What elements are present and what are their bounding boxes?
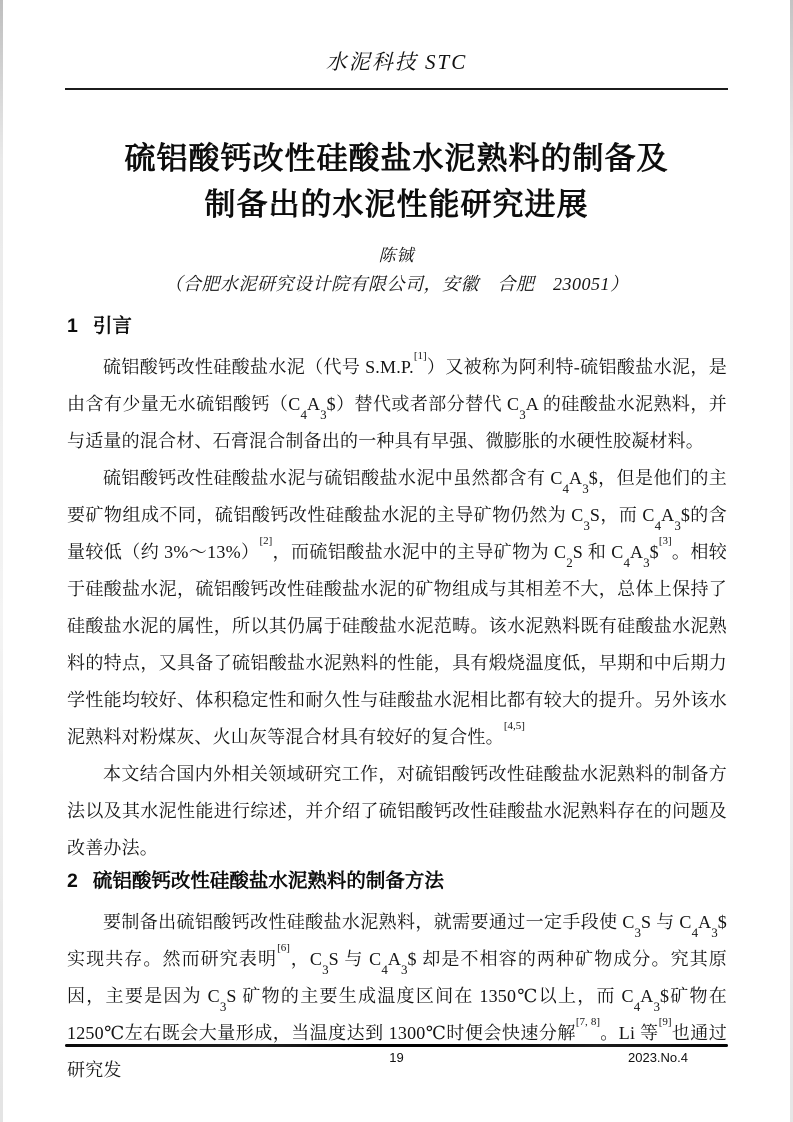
article-title-line2: 制备出的水泥性能研究进展 xyxy=(204,187,589,222)
page-number: 19 xyxy=(389,1050,404,1065)
formula-subscript: 4 xyxy=(691,924,699,940)
section-heading-2 xyxy=(67,867,727,895)
formula-subscript: 3 xyxy=(582,480,589,496)
article-title-line1: 硫铝酸钙改性硅酸盐水泥熟料的制备及 xyxy=(124,141,669,176)
reference-superscript: [3] xyxy=(658,535,672,547)
reference-superscript: [9] xyxy=(658,1016,672,1028)
formula-subscript: 3 xyxy=(519,406,526,422)
formula-subscript: 3 xyxy=(634,924,642,940)
paragraph: 硫铝酸钙改性硅酸盐水泥与硫铝酸盐水泥中虽然都含有 $C_4A_3\$$，但是他们的主要矿物组成不同，硫铝酸钙改性硅酸盐水泥的主导矿物仍然为 $C_3S$，而 $C_4A_3\$$的含量较低（约 3%～13%）[2]，而硫铝酸盐水泥中的主导矿物为 $C_2S$ 和 $C_4A_3\$[3]$。相较于硅酸盐水泥，硫铝酸钙改性硅酸盐水泥的矿物组成与其相差不大，总体上保持了硅酸盐水泥的属性，所以其仍属于硅酸盐水泥范畴。该水泥熟料既有硅酸盐水泥熟料的特点，又具备了硫铝酸盐水泥熟料的性能，具有煅烧温度低，早期和中后期力学性能均较好、体积稳定性和耐久性与硅酸盐水泥相比都有较大的提升。另外该水泥熟料对粉煤灰、火山灰等混合材具有较好的复合性。[4,5] xyxy=(67,468,727,747)
affiliation: （合肥水泥研究设计院有限公司，安徽 合肥 230051） xyxy=(164,274,629,294)
formula-subscript: 4 xyxy=(654,517,662,533)
formula-subscript: 3 xyxy=(322,961,329,977)
formula-subscript: 4 xyxy=(623,554,630,570)
reference-superscript: [2] xyxy=(259,535,273,547)
reference-superscript: [7, 8] xyxy=(575,1016,600,1028)
formula-subscript: 3 xyxy=(674,517,681,533)
formula-subscript: 3 xyxy=(653,998,660,1014)
formula-subscript: 4 xyxy=(633,998,641,1014)
formula-subscript: 2 xyxy=(566,554,573,570)
article-body xyxy=(67,312,727,1089)
page-footer xyxy=(65,1044,728,1070)
article xyxy=(0,136,793,1089)
section-number: 1 xyxy=(67,315,78,337)
formula-subscript: 3 xyxy=(583,517,590,533)
formula-subscript: 3 xyxy=(219,998,227,1014)
section-number: 2 xyxy=(67,870,78,892)
author-name: 陈铖 xyxy=(378,246,415,265)
header-rule xyxy=(65,88,728,90)
formula-subscript: 4 xyxy=(300,406,307,422)
journal-title: 水泥科技 STC xyxy=(325,50,468,74)
formula-subscript: 3 xyxy=(643,554,650,570)
section-title: 引言 xyxy=(92,315,132,337)
section-title: 硫铝酸钙改性硅酸盐水泥熟料的制备方法 xyxy=(92,870,444,892)
paragraph: 要制备出硫铝酸钙改性硅酸盐水泥熟料，就需要通过一定手段使 $C_3S$ 与 $C_4A_3\$$ 实现共存。然而研究表明[6]，$C_3S$ 与 $C_4A_3\$$ 却是不相容的两种矿物成分。究其原因，主要是因为 $C_3S$ 矿物的主要生成温度区间在 1350℃以上，而 $C_4A_3\$$矿物在 1250℃左右既会大量形成，当温度达到 1300℃时便会快速分解[7, 8]。Li 等[9]也通过研究发 xyxy=(67,912,728,1080)
reference-superscript: [1] xyxy=(413,350,427,362)
formula-subscript: 3 xyxy=(320,406,327,422)
issue-label: 2023.No.4 xyxy=(628,1050,688,1065)
reference-superscript: [4,5] xyxy=(503,720,525,732)
formula-subscript: 4 xyxy=(562,480,570,496)
formula-subscript: 4 xyxy=(381,961,388,977)
formula-subscript: 3 xyxy=(711,924,718,940)
paragraph: 本文结合国内外相关领域研究工作，对硫铝酸钙改性硅酸盐水泥熟料的制备方法以及其水泥性能进行综述，并介绍了硫铝酸钙改性硅酸盐水泥熟料存在的问题及改善办法。 xyxy=(67,764,727,858)
paragraph: 硫铝酸钙改性硅酸盐水泥（代号 S.M.P.[1]）又被称为阿利特-硫铝酸盐水泥，是由含有少量无水硫铝酸钙$(C_4A_3\$)$替代或者部分替代 $C_3A$ 的硅酸盐水泥熟料，并与适量的混合材、石膏混合制备出的一种具有早强、微膨胀的水硬性胶凝材料。 xyxy=(67,350,727,451)
reference-superscript: [6] xyxy=(277,942,290,954)
page-header xyxy=(0,0,793,90)
section-heading-1 xyxy=(67,312,727,340)
formula-subscript: 3 xyxy=(401,961,408,977)
article-title xyxy=(40,136,753,228)
footer-row xyxy=(65,1050,728,1070)
footer-rule xyxy=(65,1044,728,1047)
